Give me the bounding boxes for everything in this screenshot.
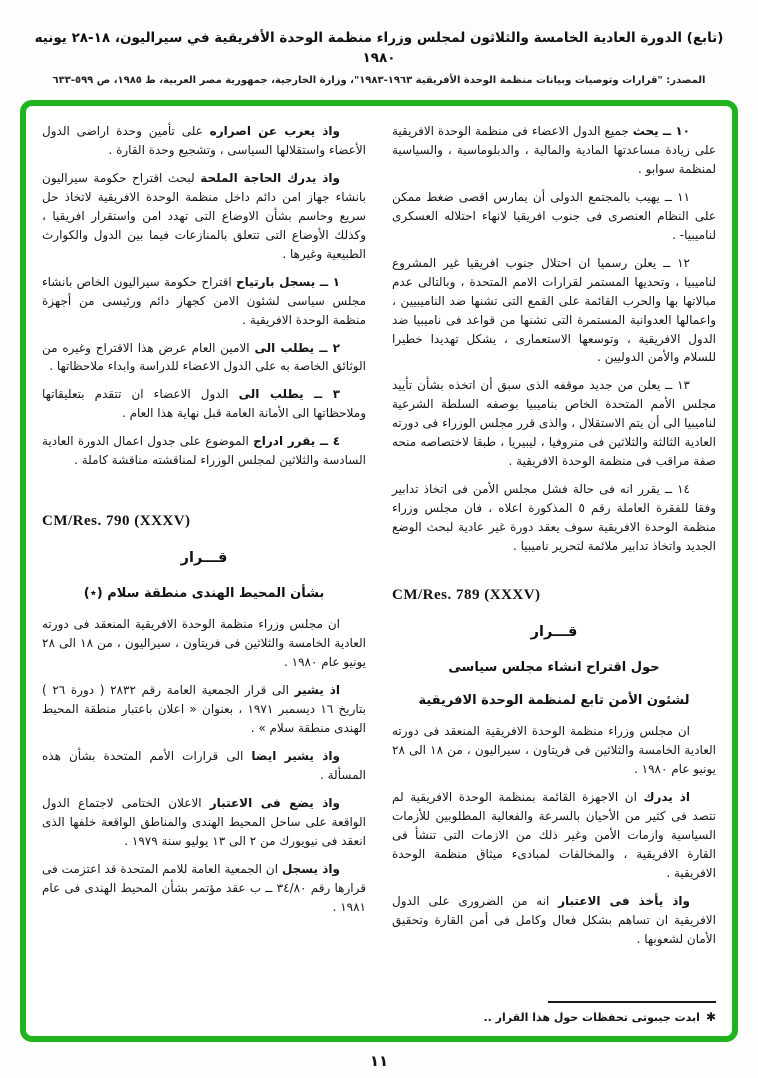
- paragraph-text: ان مجلس وزراء منظمة الوحدة الافريقية المنعقد فى دورته العادية الخامسة والثلاثين فى فريتاون ، سيراليون ، من ١٨ الى ٢٨ يونيو عام ١٩٨٠ .: [42, 617, 366, 670]
- paragraph-text: الموضوع على جدول اعمال الدورة العادية السادسة والثلاثين لمجلس الوزراء لمناقشته مناقشة كاملة .: [42, 434, 366, 468]
- paragraph-lead: واذ يأخذ فى الاعتبار: [558, 893, 690, 908]
- paragraph: [392, 892, 716, 949]
- paragraph-text: ان الاجهزة القائمة بمنظمة الوحدة الافريقية لم تتصد فى كثير من الأحيان بالسرعة والفعالية المطلوبين للأزمات السياسية وازمات الأمن وغير ذلك من الازمات التى تنشأ فى القارة الافريقية ، والمخالفات لمبادىء ميثاق منظمة الوحدة الافريقية .: [392, 789, 716, 880]
- paragraph-text: على تأمين وحدة اراضى الدول الأعضاء واستقلالها السياسى ، وتشجيع وحدة القارة .: [42, 124, 366, 157]
- paragraph: [42, 339, 366, 377]
- paragraph: [392, 480, 716, 556]
- paragraph: [42, 385, 366, 423]
- paragraph-text: ١٣ ــ يعلن من جديد موقفه الذى سبق أن اتخذه بشأن تأييد مجلس الأمم المتحدة الخاص بناميبيا بوصفه السلطة الشرعية لناميبيا الى أن يتم الاستقلال ، والذى قرر مجلس الوزراء فى دورته العادية الثالثة والثلاثين فى منروفيا ، ليبيريا ، طبقا لاختصاصه منحه صفة مراقب فى منظمة الوحدة الافريقية .: [392, 378, 716, 469]
- paragraph-text: ١٤ ــ يقرر انه فى حالة فشل مجلس الأمن فى اتخاذ تدابير وفقا للفقرة العاملة رقم ٥ المذكورة اعلاه ، فان مجلس وزراء منظمة الوحدة الافريقية سوف يعقد دورة غير عادية لبحث الوضع الجديد واتخاذ تدابير ملائمة لتحرير ناميبيا .: [392, 482, 716, 554]
- paragraph-text: لبحث اقتراح حكومة سيراليون بانشاء جهاز امن دائم داخل منظمة الوحدة الافريقية لاتخاذ حل سريع وحاسم بشأن الاوضاع التى تهدد امن واستقرار افريقيا ، وكذلك الأوضاع التى تتعلق بالمنازعات فيما بين الدول والكوارث الطبيعية وغيرها .: [42, 170, 366, 261]
- paragraph: [392, 122, 716, 179]
- paragraph: [392, 788, 716, 883]
- paragraph: [42, 615, 366, 672]
- paragraph-lead: واذ يشير ايضا: [251, 748, 340, 763]
- paragraph: [42, 794, 366, 851]
- right-column: [392, 122, 716, 1024]
- resolution-subheading-2: لشئون الأمن تابع لمنظمة الوحدة الافريقية: [418, 693, 690, 709]
- paragraph-lead: ٤ ــ يقرر ادراج: [253, 434, 341, 449]
- resolution-790-preamble-paragraphs: [42, 615, 366, 925]
- paragraph-lead: واذ يسجل: [281, 861, 340, 876]
- paragraph-text: ان الجمعية العامة للامم المتحدة قد اعتزمت فى قرارها رقم ٣٤/٨٠ ــ ب عقد مؤتمر بشأن المحيط الهندى فى عام ١٩٨١ .: [42, 861, 366, 914]
- resolution-ref-789: CM/Res. 789 (XXXV): [392, 587, 541, 604]
- resolution-ref-790: CM/Res. 790 (XXXV): [42, 513, 191, 530]
- paragraph-text: ان مجلس وزراء منظمة الوحدة الافريقية المنعقد فى دورته العادية الخامسة والثلاثين فى فريتاون ، سيراليون ، من ١٨ الى ٢٨ يونيو عام ١٩٨٠ .: [392, 724, 716, 776]
- paragraph-text: ١٢ ــ يعلن رسميا ان احتلال جنوب افريقيا غير المشروع لناميبيا ، وتحديها المستمر لقرارات الامم المتحدة ، وبالتالى عدم مبالاتها بها والحرب القائمة على القمع التى تشنها ضد الناميبيين ، واعمالها العدوانية المستمرة التى تشنها من قواعد فى ناميبيا ضد الدول الافريقية ، وتوسعها الاستعمارى ، يشكل تهديدا خطيرا للسلام والأمن الدوليين .: [392, 255, 716, 365]
- paragraph-lead: واذ يعرب عن اصراره: [209, 124, 340, 138]
- resolution-789-operative-paragraphs: [392, 122, 716, 565]
- paragraph-lead: اذ يدرك: [643, 789, 691, 804]
- resolution-heading: قـــرار: [530, 624, 578, 641]
- paragraph-text: اقتراح حكومة سيراليون الخاص بانشاء مجلس سياسى لشئون الامن كجهاز دائم ورئيسى من أجهزة منظمة الوحدة الافريقية .: [42, 274, 366, 327]
- paragraph: [42, 122, 366, 160]
- paragraph: [392, 376, 716, 471]
- resolution-789-preamble-paragraphs: [392, 722, 716, 957]
- footnote: [392, 1010, 716, 1024]
- paragraph-lead: واذ يضع فى الاعتبار: [209, 795, 340, 810]
- page-number: ١١: [369, 1052, 389, 1070]
- resolution-subheading-1: حول اقتراح انشاء مجلس سياسى: [448, 660, 660, 676]
- paragraph-text: ١١ ــ يهيب بالمجتمع الدولى أن يمارس اقصى ضغط ممكن على النظام العنصرى فى جنوب افريقيا لانهاء احتلاله العسكرى لناميبيا- .: [392, 189, 716, 242]
- resolution-subheading-1: بشأن المحيط الهندى منطقة سلام (٭): [83, 586, 325, 602]
- paragraph-lead: ٢ ــ يطلب الى: [254, 340, 340, 355]
- session-title: (تابع) الدورة العادية الخامسة والثلاثون لمجلس وزراء منظمة الوحدة الأفريقية في سيراليون، ١٨-٢٨ يونيه ١٩٨٠: [34, 30, 724, 67]
- paragraph-lead: واذ يدرك الحاجة الملحة: [200, 170, 341, 185]
- left-column: [42, 122, 366, 1024]
- source-citation: المصدر: "قرارات وتوصيات وبيانات منظمة الوحدة الأفريقية ١٩٦٣-١٩٨٣"، وزارة الخارجية، جمهورية مصر العربية، ط ١٩٨٥، ص ٥٩٩-٦٣٣: [52, 74, 706, 86]
- paragraph-text: الامين العام عرض هذا الاقتراح وغيره من الوثائق الخاصة به على الدول الاعضاء للدراسة وابداء ملاحظاتها .: [42, 340, 366, 374]
- footnote-divider: [548, 1001, 716, 1003]
- paragraph-text: الدول الاعضاء ان تتقدم بتعليقاتها وملاحظاتها الى الأمانة العامة قبل نهاية هذا العام .: [42, 387, 366, 421]
- paragraph-lead: ٣ ــ يطلب الى: [238, 387, 341, 402]
- paragraph-text: الى قرارات الأمم المتحدة بشأن هذه المسألة .: [42, 748, 366, 782]
- paragraph: [42, 747, 366, 785]
- paragraph: [42, 681, 366, 738]
- paragraph-lead: ١ ــ يسجل بارتياح: [236, 274, 340, 289]
- paragraph: [392, 254, 716, 368]
- footnote-block: [392, 991, 716, 1024]
- paragraph-text: الاعلان الختامى لاجتماع الدول الواقعة على ساحل المحيط الهندى والمناطق الواقعة خلفها الذى انعقد فى نيويورك من ٢ الى ١٣ يوليو سنة ١٩٧٩ .: [42, 795, 366, 848]
- resolution-heading: قـــرار: [180, 550, 228, 567]
- asterisk-icon: ✱: [705, 1010, 716, 1024]
- paragraph: [42, 273, 366, 330]
- paragraph-text: الى قرار الجمعية العامة رقم ٢٨٣٢ ( دورة ٢٦ ) بتاريخ ١٦ ديسمبر ١٩٧١ ، بعنوان « اعلان باعتبار منطقة المحيط الهندى منطقة سلام » .: [42, 683, 366, 736]
- paragraph-lead: ١٠ ــ يحث: [632, 124, 691, 138]
- page-header: [20, 28, 738, 86]
- paragraph: [392, 188, 716, 245]
- two-column-layout: [42, 122, 716, 1024]
- footnote-text: ابدت جيبوتى تحفظات حول هذا القرار ..: [483, 1011, 700, 1024]
- paragraph-text: جميع الدول الاعضاء فى منظمة الوحدة الافريقية على زيادة مساعدتها المادية والمالية ، والدبلوماسية ، والسياسية لمنظمة سوابو .: [392, 124, 716, 176]
- resolution-789-continuation-paragraphs: [42, 122, 366, 479]
- paragraph-text: انه من الضرورى على الدول الافريقية ان تساهم بشكل فعال وكامل فى أمن القارة وتحقيق الأمان لشعوبها .: [392, 893, 716, 946]
- paragraph: [42, 169, 366, 264]
- document-frame: [20, 100, 738, 1042]
- paragraph-lead: اذ يشير: [294, 683, 340, 698]
- paragraph: [42, 860, 366, 917]
- paragraph: [42, 432, 366, 470]
- paragraph: [392, 722, 716, 779]
